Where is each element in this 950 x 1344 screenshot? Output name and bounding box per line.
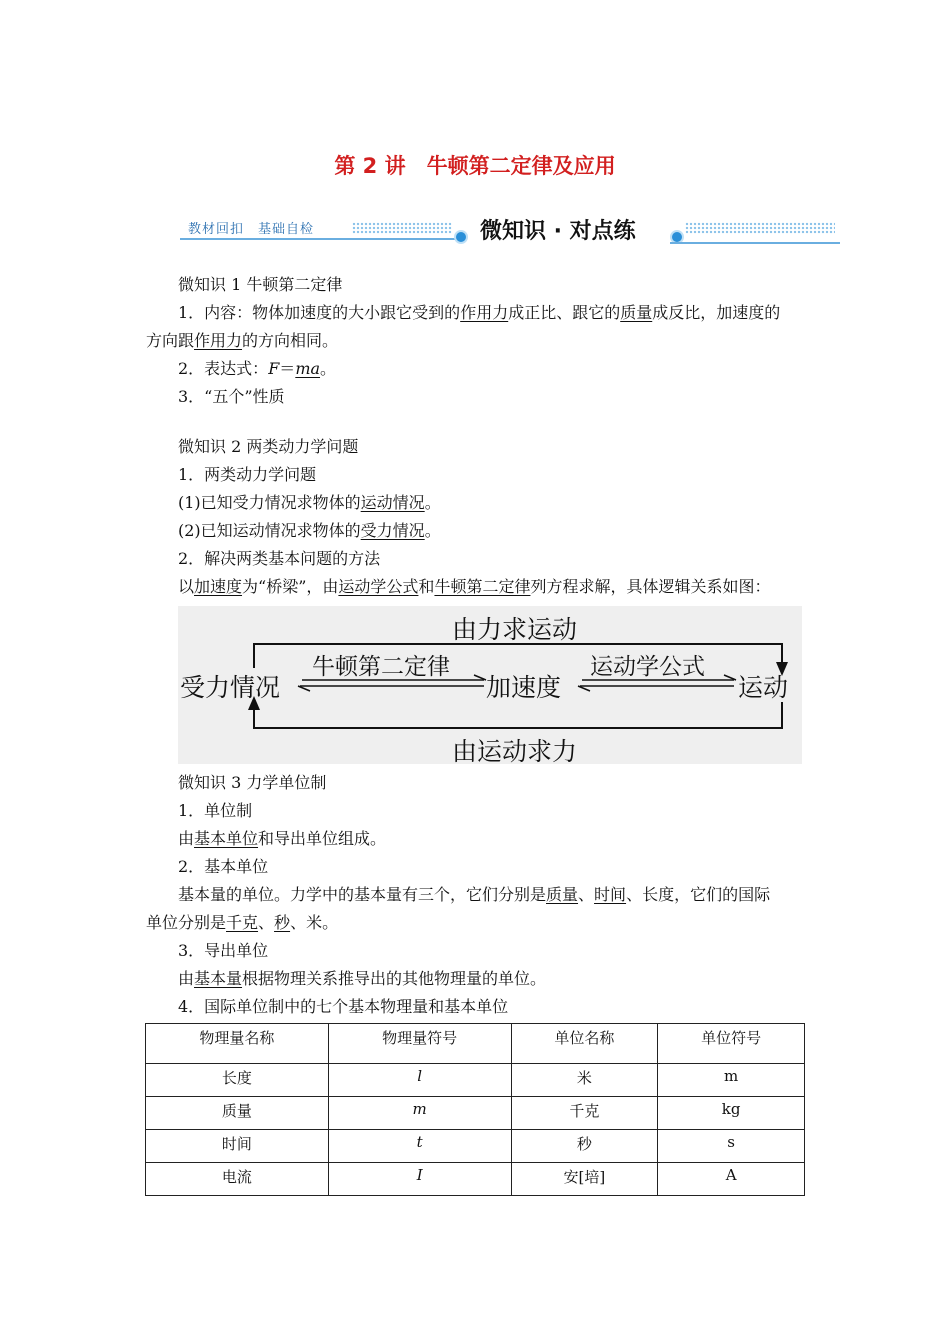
blank-answer: 秒 — [274, 913, 291, 932]
diagram-bottom-label: 由运动求力 — [452, 737, 578, 766]
table-cell: l — [328, 1064, 511, 1097]
table-cell: 长度 — [146, 1064, 329, 1097]
blank-answer: ma — [295, 359, 321, 378]
blank-answer: 作用力 — [194, 331, 243, 350]
s1-paragraph-3: 3．“五个”性质 — [178, 387, 285, 406]
diagram-right-node: 运动 — [738, 673, 789, 702]
text: 基本量的单位。力学中的基本量有三个，它们分别是 — [178, 885, 547, 904]
table-header-cell: 单位名称 — [511, 1024, 658, 1064]
section-banner — [180, 212, 840, 248]
s2-paragraph-2 — [178, 492, 441, 514]
table-header-cell: 物理量符号 — [328, 1024, 511, 1064]
banner-circle-left — [454, 230, 468, 244]
blank-answer: 运动学公式 — [338, 577, 419, 596]
banner-dots-left — [352, 222, 452, 234]
logic-diagram — [178, 606, 802, 764]
table-row — [146, 1097, 805, 1130]
table-row — [146, 1130, 805, 1163]
diagram-left-node: 受力情况 — [180, 673, 281, 702]
text: 。 — [320, 359, 337, 378]
text: (1)已知受力情况求物体的 — [178, 493, 361, 512]
table-cell: s — [658, 1130, 805, 1163]
table-cell: 千克 — [511, 1097, 658, 1130]
blank-answer: 质量 — [546, 885, 579, 904]
s2-paragraph-5 — [178, 576, 770, 598]
text: ＝ — [279, 359, 296, 378]
banner-left-label: 教材回扣 基础自检 — [188, 222, 315, 237]
text: 、长度，它们的国际 — [626, 885, 771, 904]
blank-answer: 牛顿第二定律 — [434, 577, 531, 596]
s1-paragraph-2 — [178, 358, 336, 380]
section-3-heading: 微知识 3 力学单位制 — [178, 773, 327, 792]
s1-paragraph-1-cont — [146, 330, 338, 352]
blank-answer: 加速度 — [194, 577, 243, 596]
table-cell: 秒 — [511, 1130, 658, 1163]
diagram-arrow1-label: 牛顿第二定律 — [312, 654, 450, 680]
table-header-cell: 单位符号 — [658, 1024, 805, 1064]
blank-answer: 千克 — [226, 913, 259, 932]
banner-underline-left — [180, 238, 460, 240]
blank-answer: 运动情况 — [360, 493, 425, 512]
diagram-middle-node: 加速度 — [486, 673, 562, 702]
text: 、米。 — [290, 913, 339, 932]
s3-paragraph-4 — [178, 884, 770, 906]
text: 根据物理关系推导出的其他物理量的单位。 — [242, 969, 547, 988]
blank-answer: 基本单位 — [194, 829, 259, 848]
text: 成正比、跟它的 — [508, 303, 621, 322]
text: 的方向相同。 — [242, 331, 339, 350]
s2-paragraph-1: 1．两类动力学问题 — [178, 465, 317, 484]
text: 1．内容：物体加速度的大小跟它受到的 — [178, 303, 461, 322]
text: 为“桥梁”，由 — [242, 577, 339, 596]
table-cell: 时间 — [146, 1130, 329, 1163]
s3-paragraph-8: 4．国际单位制中的七个基本物理量和基本单位 — [178, 997, 509, 1016]
diagram-top-label: 由力求运动 — [452, 615, 578, 644]
text: 列方程求解，具体逻辑关系如图： — [530, 577, 771, 596]
text: 和 — [418, 577, 435, 596]
banner-underline-right — [670, 242, 840, 244]
s1-paragraph-1 — [178, 302, 780, 324]
table-cell: 安[培] — [511, 1163, 658, 1196]
text: 。 — [424, 493, 441, 512]
banner-right-label: 微知识 · 对点练 — [480, 219, 636, 244]
s3-paragraph-6: 3．导出单位 — [178, 941, 269, 960]
text: 由 — [178, 829, 195, 848]
section-2-heading: 微知识 2 两类动力学问题 — [178, 437, 359, 456]
si-units-table — [145, 1023, 805, 1196]
text: 。 — [424, 521, 441, 540]
text: 、 — [578, 885, 595, 904]
blank-answer: 时间 — [594, 885, 627, 904]
page-title: 第 2 讲 牛顿第二定律及应用 — [334, 154, 616, 178]
table-cell: 质量 — [146, 1097, 329, 1130]
s3-paragraph-4-cont — [146, 912, 338, 934]
text: 由 — [178, 969, 195, 988]
bottom-loop-line — [254, 702, 782, 728]
s3-paragraph-3: 2．基本单位 — [178, 857, 269, 876]
banner-dots-right — [685, 222, 835, 234]
blank-answer: 基本量 — [194, 969, 243, 988]
s2-paragraph-4: 2．解决两类基本问题的方法 — [178, 549, 381, 568]
text: 、 — [258, 913, 275, 932]
table-cell: t — [328, 1130, 511, 1163]
s3-paragraph-1: 1．单位制 — [178, 801, 253, 820]
table-header-cell: 物理量名称 — [146, 1024, 329, 1064]
blank-answer: 受力情况 — [360, 521, 425, 540]
text: 和导出单位组成。 — [258, 829, 387, 848]
text: 成反比，加速度的 — [652, 303, 781, 322]
table-cell: m — [328, 1097, 511, 1130]
table-cell: 米 — [511, 1064, 658, 1097]
s3-paragraph-7 — [178, 968, 546, 990]
s2-paragraph-3 — [178, 520, 441, 542]
formula-symbol: F — [268, 359, 280, 378]
blank-answer: 作用力 — [460, 303, 509, 322]
table-cell: kg — [658, 1097, 805, 1130]
table-cell: I — [328, 1163, 511, 1196]
table-header-row — [146, 1024, 805, 1064]
table-row — [146, 1064, 805, 1097]
text: (2)已知运动情况求物体的 — [178, 521, 361, 540]
table-cell: A — [658, 1163, 805, 1196]
text: 2．表达式： — [178, 359, 269, 378]
section-1-heading: 微知识 1 牛顿第二定律 — [178, 275, 343, 294]
table-cell: 电流 — [146, 1163, 329, 1196]
text: 方向跟 — [146, 331, 195, 350]
s3-paragraph-2 — [178, 828, 386, 850]
table-row — [146, 1163, 805, 1196]
table-cell: m — [658, 1064, 805, 1097]
text: 以 — [178, 577, 195, 596]
text: 单位分别是 — [146, 913, 227, 932]
blank-answer: 质量 — [620, 303, 653, 322]
diagram-arrow2-label: 运动学公式 — [590, 654, 705, 680]
